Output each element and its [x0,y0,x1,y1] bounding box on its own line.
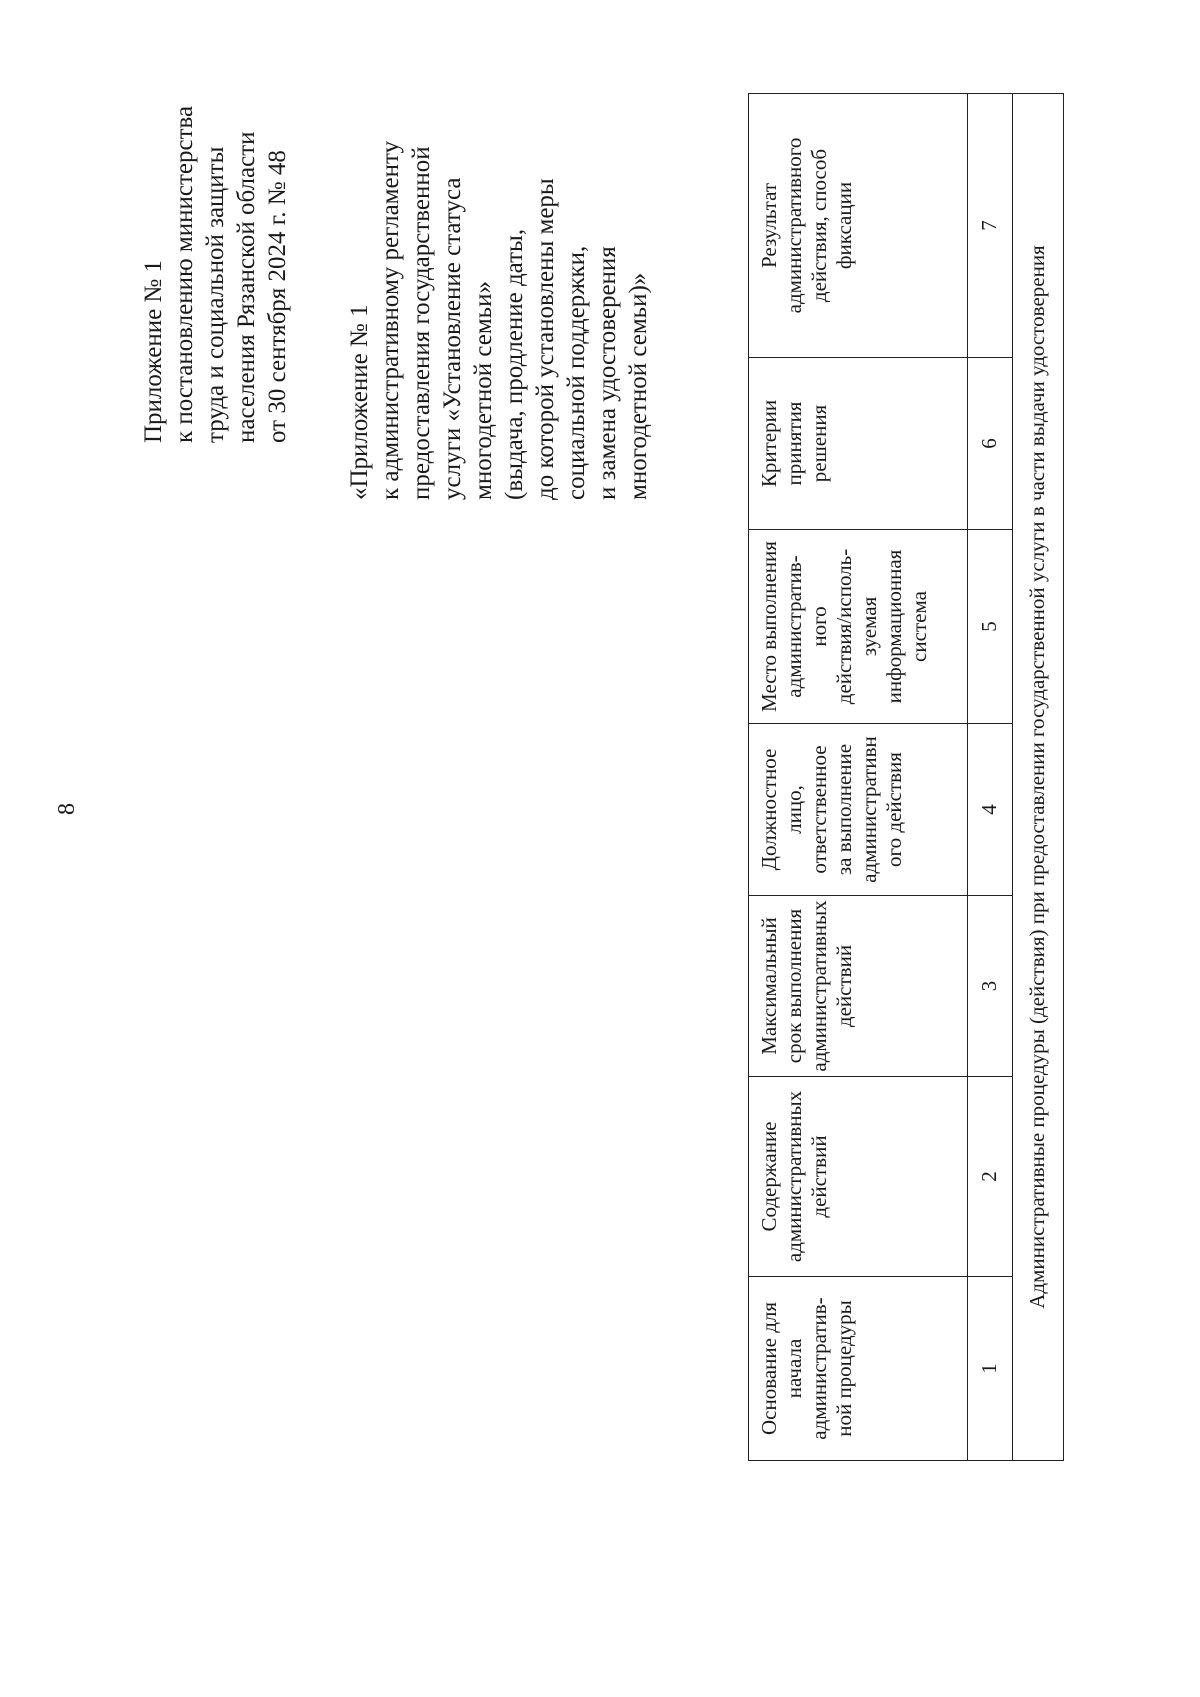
appendix-line: предоставления государственной [408,146,435,500]
appendix-regulation-reference [344,141,654,500]
section-title-row [1012,94,1063,1461]
appendix-line: к административному регламенту [377,140,404,500]
header-cell-content: Содержание административных действий [749,1077,968,1277]
header-cell-place: Место выполнения административ- ного действия/исполь- зуемая информационная система [749,530,968,724]
appendix-line: до которой установлены меры [532,178,559,500]
table-header-row [749,94,968,1461]
appendix-resolution-reference [138,106,293,443]
column-number: 5 [967,530,1012,724]
appendix-line: труда и социальной защиты [202,146,229,443]
appendix-line: (выдача, продление даты, [501,228,528,500]
appendix-line: «Приложение № 1 [346,304,373,500]
section-title: Административные процедуры (действия) при предоставлении государственной услуги в части выдачи удостоверения [1012,94,1063,1461]
column-number-row [967,94,1012,1461]
appendix-line: услуги «Установление статуса [439,177,466,500]
appendix-line: социальной поддержки, [563,245,590,500]
header-cell-official: Должностное лицо, ответственное за выполнение административн ого действия [749,724,968,896]
column-number: 6 [967,358,1012,530]
appendix-line: от 30 сентября 2024 г. № 48 [264,150,291,443]
column-number: 7 [967,94,1012,358]
appendix-line: многодетной семьи» [470,281,497,500]
header-cell-basis: Основание для начала административ- ной процедуры [749,1277,968,1461]
appendix-line: многодетной семьи)» [625,272,652,500]
header-cell-criteria: Критерии принятия решения [749,358,968,530]
column-number: 4 [967,724,1012,896]
appendix-line: населения Рязанской области [233,131,260,443]
column-number: 3 [967,896,1012,1077]
column-number: 1 [967,1277,1012,1461]
appendix-line: Приложение № 1 [140,259,167,443]
page-number: 8 [54,803,80,815]
header-cell-max-term: Максимальный срок выполнения административных действий [749,896,968,1077]
administrative-procedures-table [748,93,1064,1461]
appendix-line: к постановлению министерства [171,105,198,443]
column-number: 2 [967,1077,1012,1277]
appendix-line: и замена удостоверения [594,246,621,500]
header-cell-result: Результат административного действия, способ фиксации [749,94,968,358]
